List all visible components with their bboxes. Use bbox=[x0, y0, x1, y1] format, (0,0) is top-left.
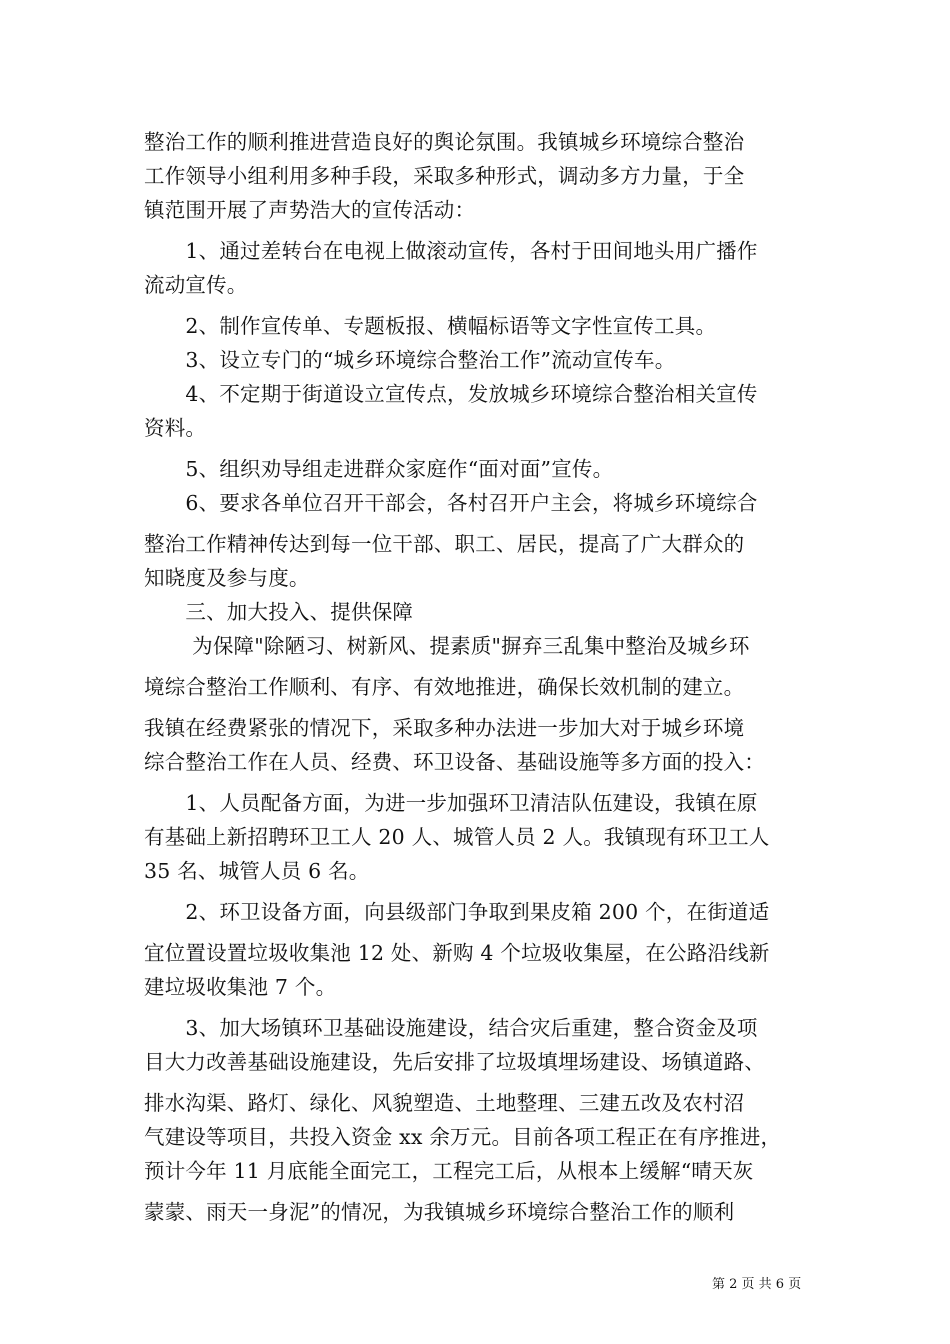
text-line: 2、环卫设备方面，向县级部门争取到果皮箱 200 个，在街道适 bbox=[144, 900, 770, 924]
text-line: 预计今年 11 月底能全面完工，工程完工后，从根本上缓解“晴天灰 bbox=[144, 1159, 754, 1183]
text-line: 镇范围开展了声势浩大的宣传活动： bbox=[144, 198, 476, 222]
text-line: 为保障"除陋习、树新风、提素质"摒弃三乱集中整治及城乡环 bbox=[144, 634, 750, 658]
text-line: 综合整治工作在人员、经费、环卫设备、基础设施等多方面的投入： bbox=[144, 750, 765, 774]
text-line: 35 名、城管人员 6 名。 bbox=[144, 859, 370, 883]
text-line: 4、不定期于街道设立宣传点，发放城乡环境综合整治相关宣传 bbox=[144, 382, 758, 406]
text-line: 5、组织劝导组走进群众家庭作“面对面”宣传。 bbox=[144, 457, 614, 481]
text-line: 境综合整治工作顺利、有序、有效地推进，确保长效机制的建立。 bbox=[144, 675, 745, 699]
text-line: 排水沟渠、路灯、绿化、风貌塑造、土地整理、三建五改及农村沼 bbox=[144, 1091, 745, 1115]
section-heading: 三、加大投入、提供保障 bbox=[144, 600, 414, 624]
text-line: 工作领导小组利用多种手段，采取多种形式，调动多方力量，于全 bbox=[144, 164, 745, 188]
text-line: 宜位置设置垃圾收集池 12 处、新购 4 个垃圾收集屋，在公路沿线新 bbox=[144, 941, 770, 965]
text-line: 1、通过差转台在电视上做滚动宣传，各村于田间地头用广播作 bbox=[144, 239, 758, 263]
text-line: 目大力改善基础设施建设，先后安排了垃圾填埋场建设、场镇道路、 bbox=[144, 1050, 765, 1074]
text-line: 流动宣传。 bbox=[144, 273, 248, 297]
text-line: 蒙蒙、雨天一身泥”的情况，为我镇城乡环境综合整治工作的顺利 bbox=[144, 1200, 735, 1224]
page-number: 第 2 页 共 6 页 bbox=[712, 1277, 802, 1292]
text-line: 建垃圾收集池 7 个。 bbox=[144, 975, 337, 999]
text-line: 1、人员配备方面，为进一步加强环卫清洁队伍建设，我镇在原 bbox=[144, 791, 758, 815]
text-line: 整治工作精神传达到每一位干部、职工、居民，提高了广大群众的 bbox=[144, 532, 745, 556]
text-line: 3、加大场镇环卫基础设施建设，结合灾后重建，整合资金及项 bbox=[144, 1016, 758, 1040]
text-line: 气建设等项目，共投入资金 xx 余万元。目前各项工程正在有序推进， bbox=[144, 1125, 782, 1149]
text-line: 6、要求各单位召开干部会，各村召开户主会，将城乡环境综合 bbox=[144, 491, 758, 515]
text-line: 3、设立专门的“城乡环境综合整治工作”流动宣传车。 bbox=[144, 348, 676, 372]
text-line: 2、制作宣传单、专题板报、横幅标语等文字性宣传工具。 bbox=[144, 314, 717, 338]
text-line: 知晓度及参与度。 bbox=[144, 566, 310, 590]
text-line: 整治工作的顺利推进营造良好的舆论氛围。我镇城乡环境综合整治 bbox=[144, 130, 745, 154]
text-line: 有基础上新招聘环卫工人 20 人、城管人员 2 人。我镇现有环卫工人 bbox=[144, 825, 770, 849]
text-line: 我镇在经费紧张的情况下，采取多种办法进一步加大对于城乡环境 bbox=[144, 716, 745, 740]
text-line: 资料。 bbox=[144, 416, 207, 440]
